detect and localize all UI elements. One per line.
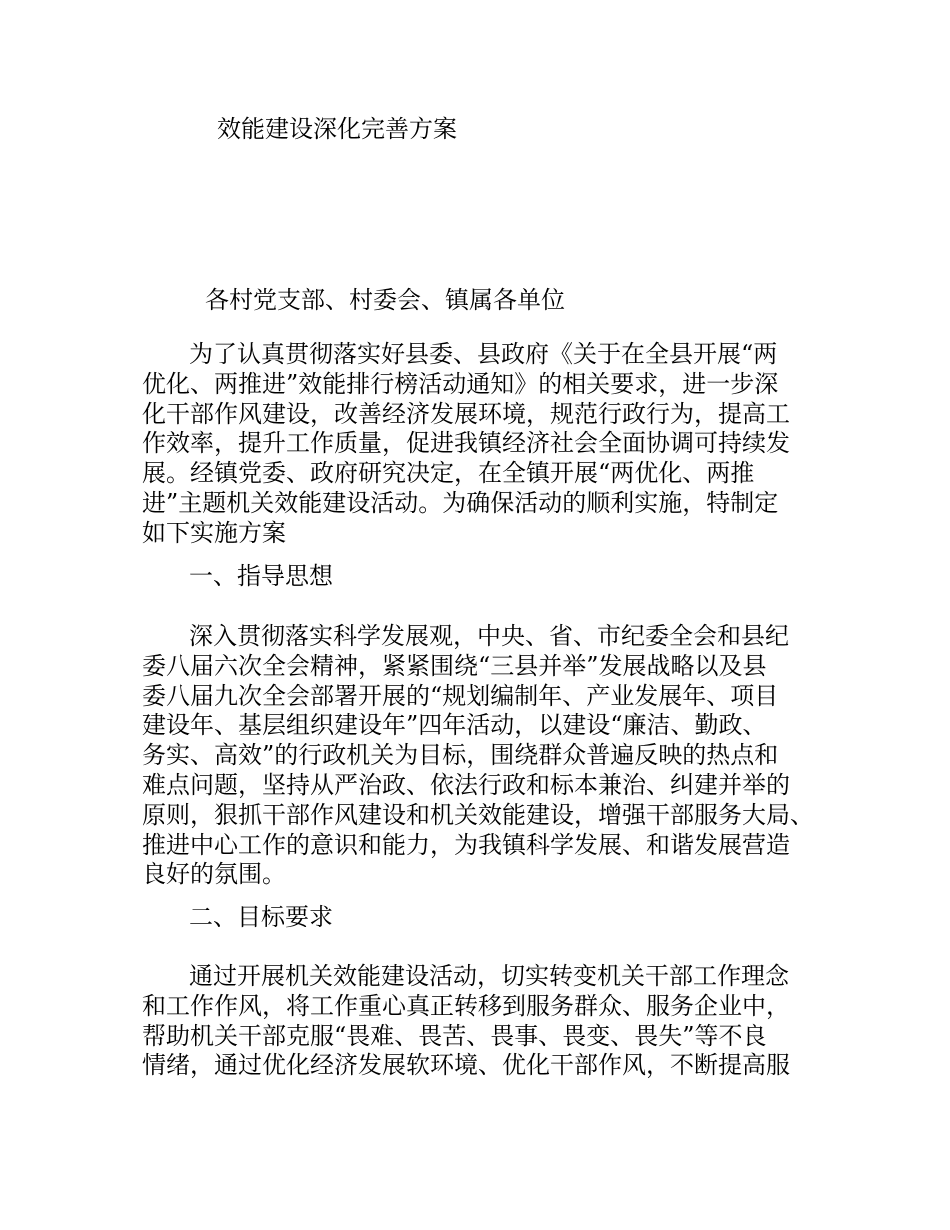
paragraph-line: 化干部作风建设，改善经济发展环境，规范行政行为，提高工 (142, 399, 790, 428)
paragraph-line: 通过开展机关效能建设活动，切实转变机关干部工作理念 (189, 962, 789, 990)
paragraph-objectives (142, 962, 832, 1081)
paragraph-line: 委八届九次全会部署开展的“规划编制年、产业发展年、项目 (142, 681, 779, 710)
paragraph-line: 深入贯彻落实科学发展观，中央、省、市纪委全会和县纪 (189, 622, 789, 650)
paragraph-line: 为了认真贯彻落实好县委、县政府《关于在全县开展“两 (189, 340, 778, 368)
section-heading-guiding-ideology (142, 562, 832, 592)
paragraph-line: 情绪，通过优化经济发展软环境、优化干部作风，不断提高服 (142, 1051, 790, 1080)
paragraph-line: 难点问题，坚持从严治政、依法行政和标本兼治、纠建并举的 (142, 770, 790, 799)
paragraph-line: 进”主题机关效能建设活动。为确保活动的顺利实施，特制定 (142, 488, 779, 517)
paragraph-line: 作效率，提升工作质量，促进我镇经济社会全面协调可持续发 (142, 429, 790, 458)
paragraph-line: 帮助机关干部克服“畏难、畏苦、畏事、畏变、畏失”等不良 (142, 1021, 767, 1050)
paragraph-line: 和工作作风，将工作重心真正转移到服务群众、服务企业中， (142, 991, 790, 1020)
paragraph-guiding-ideology (142, 622, 832, 890)
paragraph-introduction (142, 340, 832, 549)
section-heading-text: 一、指导思想 (189, 562, 333, 590)
document-title: 效能建设深化完善方案 (217, 115, 457, 143)
salutation: 各村党支部、村委会、镇属各单位 (205, 286, 565, 314)
paragraph-line: 推进中心工作的意识和能力，为我镇科学发展、和谐发展营造 (142, 830, 790, 859)
paragraph-line: 建设年、基层组织建设年”四年活动，以建设“廉洁、勤政、 (142, 711, 767, 740)
paragraph-line: 如下实施方案 (142, 518, 286, 547)
paragraph-line: 原则，狠抓干部作风建设和机关效能建设，增强干部服务大局、 (142, 800, 814, 829)
paragraph-line: 展。经镇党委、政府研究决定，在全镇开展“两优化、两推 (142, 459, 755, 488)
section-heading-objectives (142, 903, 832, 933)
paragraph-line: 良好的氛围。 (142, 860, 286, 889)
section-heading-text: 二、目标要求 (189, 903, 333, 931)
paragraph-line: 优化、两推进”效能排行榜活动通知》的相关要求，进一步深 (142, 369, 779, 398)
paragraph-line: 委八届六次全会精神，紧紧围绕“三县并举”发展战略以及县 (142, 651, 767, 680)
paragraph-line: 务实、高效”的行政机关为目标，围绕群众普遍反映的热点和 (142, 741, 779, 770)
